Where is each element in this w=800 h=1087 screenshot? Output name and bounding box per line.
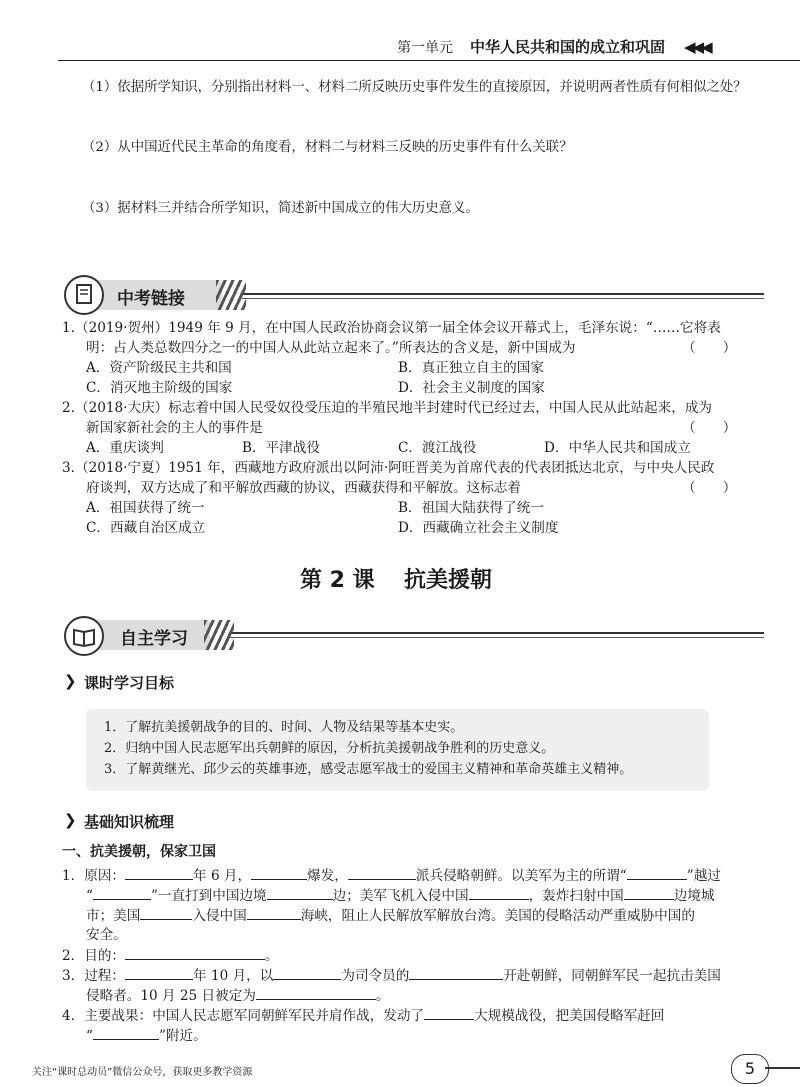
exam-item-1-answer-blank: （ ） (682, 340, 737, 356)
fill-text: 边；美军飞机入侵中国 (332, 888, 469, 904)
fill-text: 年 6 月， (193, 868, 252, 884)
fill-text: 海峡，阻止人民解放军解放台湾。美国的侵略活动严重威胁中国的 (300, 908, 695, 924)
goals-heading: 课时学习目标 (84, 674, 175, 692)
fill-text: 。 (265, 948, 279, 964)
exam-item-3-option-d: D．西藏确立社会主义制度 (398, 520, 559, 536)
exam-item-3-line1: 3.（2018·宁夏）1951 年，西藏地方政府派出以阿沛·阿旺晋美为首席代表的代表团抵达北京，与中央人民政 (62, 460, 715, 476)
blank-commander[interactable] (273, 965, 341, 980)
fill-text: 。 (375, 988, 390, 1004)
unit-label: 第一单元 (397, 40, 453, 56)
fill-row-7 (86, 985, 390, 1006)
blank-river[interactable] (267, 885, 333, 900)
blank-war[interactable] (251, 865, 307, 880)
fill-text: 边境城 (673, 888, 715, 904)
question-2: （2）从中国近代民主革命的角度看，材料二与材料三反映的历史事件有什么关联？ (82, 140, 573, 155)
fill-text: 年 10 月，以 (193, 968, 274, 984)
lesson-title: 抗美援朝 (404, 568, 493, 593)
blank-year[interactable] (125, 865, 193, 880)
exam-item-1-option-b: B．真正独立自主的国家 (398, 360, 544, 376)
fill-row-2 (86, 885, 715, 906)
fill-text: 爆发， (307, 868, 348, 884)
exam-item-1-line2: 明：占人类总数四分之一的中国人从此站立起来了。”所表达的含义是，新中国成为 (86, 340, 576, 356)
fill-text: 2．目的： (62, 948, 126, 964)
study-banner-stripes (204, 620, 234, 650)
exam-item-2-option-d: D．中华人民共和国成立 (544, 440, 691, 456)
exam-item-2-option-c: C．渡江战役 (398, 440, 477, 456)
fill-row-6 (62, 965, 721, 986)
fill-text: 入侵中国 (192, 908, 247, 924)
fill-row-1 (62, 865, 721, 886)
goal-item-3: 3．了解黄继光、邱少云的英雄事迹，感受志愿军战士的爱国主义精神和革命英雄主义精神。 (104, 762, 633, 777)
exam-item-3-option-a: A．祖国获得了统一 (86, 500, 205, 516)
blank-line[interactable] (93, 885, 151, 900)
exam-banner-rule-thin (242, 298, 764, 299)
fill-text: 4．主要战果：中国人民志愿军同朝鲜军民并肩作战，发动了 (62, 1008, 425, 1024)
open-book-icon (64, 616, 104, 656)
study-section-title: 自主学习 (120, 629, 188, 649)
exam-item-2-option-b: B．平津战役 (242, 440, 320, 456)
fill-row-8 (62, 1005, 664, 1026)
unit-title: 中华人民共和国的成立和巩固 (470, 38, 666, 56)
fill-text: ”一直打到中国边境 (150, 888, 267, 904)
exam-item-1-option-a: A．资产阶级民主共和国 (86, 360, 232, 376)
goal-item-1: 1．了解抗美援朝战争的目的、时间、人物及结果等基本史实。 (104, 720, 464, 735)
fill-text: 大规模战役，把美国侵略军赶回 (474, 1008, 665, 1024)
fill-text: ”越过 (686, 868, 721, 884)
fill-text: 市；美国 (86, 908, 141, 924)
fill-text: 开赴朝鲜，同朝鲜军民一起抗击美国 (503, 968, 721, 984)
basics-chevron-icon: ❯ (64, 811, 77, 829)
blank-airspace[interactable] (469, 885, 529, 900)
blank-parallel[interactable] (93, 1025, 159, 1040)
fill-text: ，轰炸扫射中国 (528, 888, 624, 904)
question-3: （3）据材料三并结合所学知识，简述新中国成立的伟大历史意义。 (82, 201, 479, 216)
fill-row-5 (62, 945, 279, 966)
blank-memorial-day[interactable] (256, 985, 376, 1000)
fill-text: 为司令员的 (341, 968, 410, 984)
page-number: 5 (731, 1054, 769, 1084)
question-1: （1）依据所学知识，分别指出材料一、材料二所反映历史事件发生的直接原因，并说明两者性质有何相似之处？ (82, 80, 747, 95)
blank-strait[interactable] (247, 905, 301, 920)
study-banner-rule (230, 632, 764, 634)
exam-item-2-line1: 2.（2018·大庆）标志着中国人民受奴役受压迫的半殖民地半封建时代已经过去，中国人民从此站起来，成为 (62, 400, 713, 416)
exam-item-3-line2: 府谈判，双方达成了和平解放西藏的协议，西藏获得和平解放。这标志着 (86, 480, 521, 496)
exam-banner-stripes (216, 280, 246, 310)
exam-item-3-option-b: B．祖国大陆获得了统一 (398, 500, 544, 516)
blank-battles[interactable] (424, 1005, 474, 1020)
goals-chevron-icon: ❯ (64, 672, 77, 690)
header-arrows-icon: ◀◀◀ (684, 38, 710, 56)
part-title: 一、抗美援朝，保家卫国 (62, 844, 216, 860)
exam-item-2-line2: 新国家新社会的主人的事件是 (86, 420, 263, 436)
exam-item-3-option-c: C．西藏自治区成立 (86, 520, 206, 536)
blank-volunteers[interactable] (409, 965, 503, 980)
fill-text: 侵略者。10 月 25 日被定为 (86, 988, 256, 1004)
blank-purpose[interactable] (125, 945, 265, 960)
study-banner-rule-thin (230, 637, 764, 638)
fill-text: 3．过程： (62, 968, 126, 984)
blank-army[interactable] (627, 865, 687, 880)
exam-item-1-option-c: C．消灭地主阶级的国家 (86, 380, 233, 396)
exam-item-1-option-d: D．社会主义制度的国家 (398, 380, 545, 396)
blank-fleet[interactable] (140, 905, 192, 920)
exam-item-1-line1: 1.（2019·贺州）1949 年 9 月，在中国人民政治协商会议第一届全体会议开幕式上，毛泽东说：“……它将表 (62, 320, 721, 336)
goal-item-2: 2．归纳中国人民志愿军出兵朝鲜的原因，分析抗美援朝战争胜利的历史意义。 (104, 741, 555, 756)
blank-year-2[interactable] (125, 965, 193, 980)
header-rule (58, 60, 800, 61)
fill-row-4: 安全。 (86, 927, 127, 943)
exam-section-title: 中考链接 (117, 289, 185, 309)
fill-text: 派兵侵略朝鲜。以美军为主的所谓“ (415, 868, 627, 884)
fill-row-9 (86, 1025, 207, 1046)
exam-item-3-answer-blank: （ ） (682, 480, 737, 496)
blank-country[interactable] (348, 865, 416, 880)
fill-text: “ (86, 888, 93, 904)
page-badge-tail (765, 1067, 800, 1069)
lesson-number: 第 2 课 (300, 568, 375, 593)
book-icon (64, 275, 104, 315)
fill-row-3 (86, 905, 695, 926)
footer-note: 关注“课时总动员”微信公众号，获取更多教学资源 (32, 1067, 253, 1078)
basics-heading: 基础知识梳理 (84, 813, 175, 831)
fill-text: “ (86, 1028, 93, 1044)
fill-text: 1．原因： (62, 868, 126, 884)
exam-item-2-option-a: A．重庆谈判 (86, 440, 164, 456)
blank-city[interactable] (624, 885, 674, 900)
exam-item-2-answer-blank: （ ） (682, 420, 737, 436)
exam-banner-rule (242, 293, 764, 295)
fill-text: ”附近。 (158, 1028, 207, 1044)
